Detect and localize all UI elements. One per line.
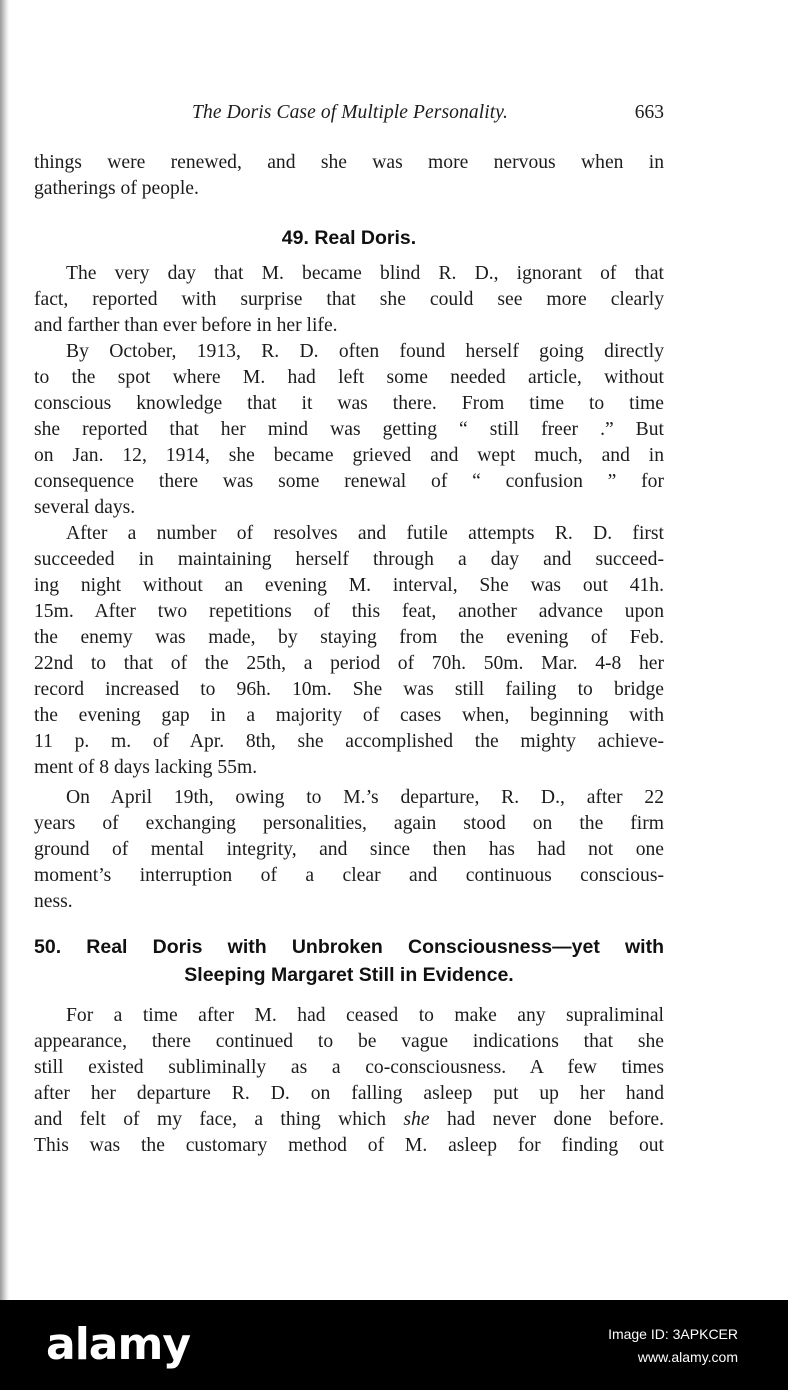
text-line: succeeded in maintaining herself through a day and succeed- <box>34 549 664 570</box>
emphasis: she <box>403 1109 430 1130</box>
text-line: moment’s interruption of a clear and continuous conscious- <box>34 865 664 886</box>
text-line: she reported that her mind was getting “ still freer .” But <box>34 419 664 440</box>
text-line: years of exchanging personalities, again stood on the firm <box>34 813 664 834</box>
text-line: consequence there was some renewal of “ confusion ” for <box>34 471 664 492</box>
text-run: and felt of my face, a thing which <box>34 1109 404 1130</box>
paragraph <box>34 339 664 521</box>
text-line: 15m. After two repetitions of this feat, another advance upon <box>34 601 664 622</box>
watermark-url: www.alamy.com <box>637 1349 738 1365</box>
text-line: After a number of resolves and futile attempts R. D. first <box>66 523 664 544</box>
paragraph <box>34 521 664 781</box>
text-line: By October, 1913, R. D. often found herself going directly <box>66 341 664 362</box>
text-line: This was the customary method of M. asleep for finding out <box>34 1135 664 1156</box>
text-line: On April 19th, owing to M.’s departure, R. D., after 22 <box>66 787 664 808</box>
text-line: conscious knowledge that it was there. From time to time <box>34 393 664 414</box>
running-title: The Doris Case of Multiple Personality. <box>192 102 508 123</box>
text-line: ment of 8 days lacking 55m. <box>34 757 258 778</box>
section-heading-49 <box>34 224 664 252</box>
heading-line: 50. Real Doris with Unbroken Consciousness—yet with <box>34 936 664 958</box>
text-line: the enemy was made, by staying from the evening of Feb. <box>34 627 664 648</box>
heading-line: Sleeping Margaret Still in Evidence. <box>184 964 514 986</box>
text-line: several days. <box>34 497 136 518</box>
text-line: fact, reported with surprise that she could see more clearly <box>34 289 664 310</box>
watermark-bar <box>0 1300 788 1390</box>
text-line: For a time after M. had ceased to make any supraliminal <box>66 1005 664 1026</box>
text-line: 11 p. m. of Apr. 8th, she accomplished the mighty achieve- <box>34 731 664 752</box>
paragraph <box>34 785 664 915</box>
text-line: and farther than ever before in her life. <box>34 315 338 336</box>
section-heading-50 <box>34 933 664 989</box>
paragraph <box>34 1003 664 1159</box>
paragraph <box>34 261 664 339</box>
text-line: to the spot where M. had left some needed article, without <box>34 367 664 388</box>
running-head <box>34 102 666 130</box>
heading-line: 49. Real Doris. <box>281 227 417 249</box>
text-line: The very day that M. became blind R. D., ignorant of that <box>66 263 664 284</box>
page-edge-shadow <box>0 0 9 1300</box>
page-number: 663 <box>634 102 664 123</box>
text-line <box>34 1107 664 1133</box>
text-line: ground of mental integrity, and since then has had not one <box>34 839 664 860</box>
text-line: the evening gap in a majority of cases when, beginning with <box>34 705 664 726</box>
alamy-logo: alamy <box>46 1319 190 1370</box>
paragraph-intro <box>34 150 664 202</box>
text-line: ness. <box>34 891 73 912</box>
text-run: had never done before. <box>429 1109 664 1130</box>
text-line: ing night without an evening M. interval, She was out 41h. <box>34 575 664 596</box>
text-line: still existed subliminally as a co-consciousness. A few times <box>34 1057 664 1078</box>
text-line: things were renewed, and she was more nervous when in <box>34 152 664 173</box>
image-id: Image ID: 3APKCER <box>608 1326 738 1342</box>
text-line: gatherings of people. <box>34 178 199 199</box>
text-line: appearance, there continued to be vague indications that she <box>34 1031 664 1052</box>
text-line: record increased to 96h. 10m. She was still failing to bridge <box>34 679 664 700</box>
text-line: on Jan. 12, 1914, she became grieved and wept much, and in <box>34 445 664 466</box>
text-line: 22nd to that of the 25th, a period of 70h. 50m. Mar. 4-8 her <box>34 653 664 674</box>
text-line: after her departure R. D. on falling asleep put up her hand <box>34 1083 664 1104</box>
